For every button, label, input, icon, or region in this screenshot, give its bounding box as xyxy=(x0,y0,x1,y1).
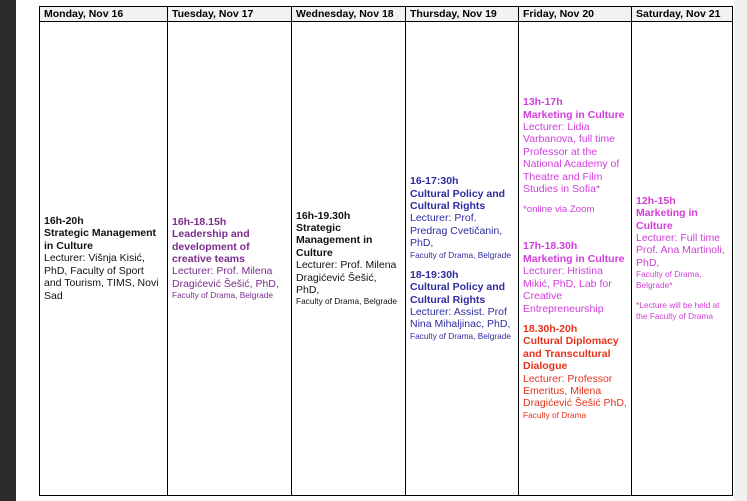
header-monday: Monday, Nov 16 xyxy=(40,7,168,22)
right-window-edge xyxy=(734,0,747,501)
cell-wednesday xyxy=(292,22,406,496)
event-lecturer: Lecturer: Prof. Predrag Cvetičanin, PhD, xyxy=(410,212,503,250)
event-time: 16-17:30h xyxy=(410,175,459,188)
left-window-edge xyxy=(0,0,16,501)
schedule-table xyxy=(39,6,733,496)
event-title: Cultural Policy and Cultural Rights xyxy=(410,281,506,306)
event-lecturer: Lecturer: Full time Prof. Ana Martinoli, PhD, xyxy=(636,232,725,269)
event-affiliation: Faculty of Drama, Belgrade* xyxy=(636,269,702,291)
event-monday xyxy=(44,215,163,302)
event-title: Leadership and development of creative teams xyxy=(172,228,250,265)
cell-friday xyxy=(519,22,632,496)
event-tuesday xyxy=(172,216,287,301)
event-time: 16h-20h xyxy=(44,215,84,228)
event-affiliation: Faculty of Drama, Belgrade xyxy=(410,330,511,341)
cell-tuesday xyxy=(168,22,292,496)
header-friday: Friday, Nov 20 xyxy=(519,7,632,22)
cell-thursday xyxy=(406,22,519,496)
event-affiliation: Faculty of Drama, Belgrade xyxy=(172,290,273,301)
event-friday-2 xyxy=(523,240,627,314)
event-thursday-2 xyxy=(410,269,514,342)
event-affiliation: Faculty of Drama, Belgrade xyxy=(410,249,511,260)
event-time: 13h-17h xyxy=(523,96,563,109)
event-lecturer: Lecturer: Prof. Milena Dragićević Šešić, PhD, xyxy=(172,265,279,290)
event-saturday xyxy=(636,195,728,322)
event-title: Marketing in Culture xyxy=(636,207,698,232)
event-affiliation: Faculty of Drama, Belgrade xyxy=(296,296,397,307)
cell-saturday xyxy=(632,22,733,496)
event-title: Strategic Management in Culture xyxy=(296,221,373,259)
event-time: 18-19:30h xyxy=(410,268,459,281)
event-time: 18.30h-20h xyxy=(523,322,578,335)
header-wednesday: Wednesday, Nov 18 xyxy=(292,7,406,22)
event-thursday-1 xyxy=(410,175,514,260)
event-lecturer: Lecturer: Hristina Mikić, PhD, Lab for Creative Entrepreneurship xyxy=(523,265,612,315)
event-lecturer: Lecturer: Professor Emeritus, Milena Dragićević Šešić PhD, xyxy=(523,372,627,410)
event-affiliation: Faculty of Drama xyxy=(523,409,587,420)
event-time: 16h-18.15h xyxy=(172,215,227,228)
header-row xyxy=(40,7,733,22)
schedule-row xyxy=(40,22,733,496)
header-thursday: Thursday, Nov 19 xyxy=(406,7,519,22)
event-title: Cultural Policy and Cultural Rights xyxy=(410,187,506,213)
event-time: 12h-15h xyxy=(636,194,676,207)
event-note: *online via Zoom xyxy=(523,204,595,216)
event-friday-3 xyxy=(523,323,627,421)
event-lecturer: Lecturer: Lidia Varbanova, full time Professor at the National Academy of Theatre and Film Studies in Sofia* xyxy=(523,121,620,196)
event-wednesday xyxy=(296,210,401,308)
cell-monday xyxy=(40,22,168,496)
event-title: Marketing in Culture xyxy=(523,108,625,121)
event-title: Strategic Management in Culture xyxy=(44,227,157,252)
event-title: Cultural Diplomacy and Transcultural Dialogue xyxy=(523,335,619,373)
event-title: Marketing in Culture xyxy=(523,252,625,265)
header-saturday: Saturday, Nov 21 xyxy=(632,7,733,22)
event-lecturer: Lecturer: Prof. Milena Dragićević Šešić, PhD, xyxy=(296,259,397,297)
event-lecturer: Lecturer: Višnja Kisić, PhD, Faculty of Sport and Tourism, TIMS, Novi Sad xyxy=(44,252,159,302)
event-friday-1 xyxy=(523,96,627,216)
header-tuesday: Tuesday, Nov 17 xyxy=(168,7,292,22)
event-time: 17h-18.30h xyxy=(523,240,578,253)
event-note: *Lecture will be held at the Faculty of Drama xyxy=(636,300,720,322)
event-lecturer: Lecturer: Assist. Prof Nina Mihaljinac, PhD, xyxy=(410,305,511,331)
event-time: 16h-19.30h xyxy=(296,209,351,222)
